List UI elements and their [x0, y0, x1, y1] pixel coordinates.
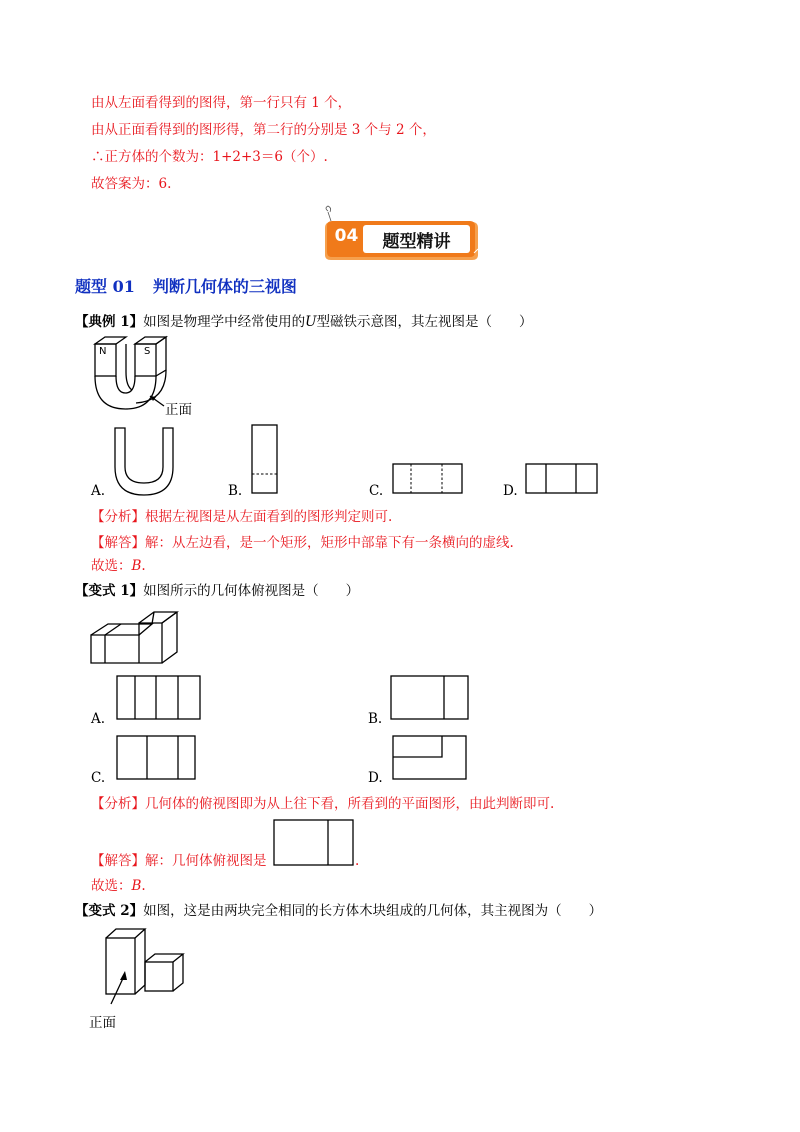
ex1-answer — [91, 534, 514, 552]
var1-question — [75, 582, 359, 600]
ex1-analysis-text: 根据左视图是从左面看到的图形判定则可. — [145, 509, 393, 525]
ex1-front-label: 正面 — [165, 402, 192, 418]
var1-option-c-figure — [116, 735, 198, 781]
var2-front-label: 正面 — [89, 1015, 116, 1031]
section-badge — [322, 205, 480, 261]
var1-question-text: 如图所示的几何体俯视图是（ ） — [143, 583, 360, 599]
badge-number: 04 — [334, 226, 359, 246]
var1-choice-letter: B — [131, 878, 142, 894]
ex1-option-d-label: D. — [503, 483, 518, 499]
var1-analysis-tag: 【分析】 — [91, 796, 145, 812]
var1-choice-end: . — [141, 878, 146, 894]
var1-tag: 【变式 1】 — [75, 583, 144, 599]
solution-line-3: ∴正方体的个数为：1+2+3＝6（个）. — [91, 149, 328, 165]
var1-answer-figure — [273, 819, 355, 867]
var1-analysis-text: 几何体的俯视图即为从上往下看，所看到的平面图形，由此判断即可. — [145, 796, 555, 812]
var1-choice — [91, 877, 146, 895]
var1-answer — [91, 852, 267, 870]
ex1-question — [75, 313, 532, 331]
var1-choice-prefix: 故选： — [91, 878, 132, 894]
var1-option-d-figure — [392, 735, 468, 781]
ex1-choice — [91, 557, 146, 575]
var1-solid-figure — [90, 608, 182, 666]
var1-analysis — [91, 795, 554, 813]
var1-option-a-figure — [116, 675, 202, 721]
type-heading — [75, 277, 297, 297]
type-heading-title: 判断几何体的三视图 — [152, 277, 297, 296]
var1-answer-end: . — [355, 853, 360, 869]
option-d-figure — [525, 463, 599, 495]
var2-tag: 【变式 2】 — [75, 903, 144, 919]
var1-answer-tag: 【解答】 — [91, 853, 145, 869]
ex1-analysis — [91, 508, 392, 526]
magnet-n-label: N — [99, 346, 107, 357]
ex1-choice-prefix: 故选： — [91, 558, 132, 574]
ex1-choice-end: . — [141, 558, 146, 574]
var1-option-b-figure — [390, 675, 470, 721]
var1-option-d-label: D. — [368, 770, 383, 786]
var1-option-a-label: A. — [91, 711, 106, 727]
option-c-figure — [392, 463, 464, 495]
ex1-question-text: 如图是物理学中经常使用的 — [143, 314, 306, 330]
var1-option-c-label: C. — [91, 770, 106, 786]
ex1-choice-letter: B — [131, 558, 142, 574]
ex1-option-b-label: B. — [228, 483, 243, 499]
var2-question — [75, 902, 602, 920]
ex1-analysis-tag: 【分析】 — [91, 509, 145, 525]
solution-line-1: 由从左面看得到的图得，第一行只有 1 个， — [91, 95, 352, 111]
ex1-option-c-label: C. — [369, 483, 384, 499]
type-heading-code: 题型 01 — [75, 277, 135, 296]
option-b-figure — [251, 424, 279, 494]
var2-solid-figure — [103, 926, 187, 996]
ex1-letter: U — [305, 314, 317, 330]
var1-answer-text: 解：几何体俯视图是 — [145, 853, 267, 869]
ex1-question-end: 型磁铁示意图，其左视图是（ ） — [316, 314, 533, 330]
var2-question-text: 如图，这是由两块完全相同的长方体木块组成的几何体，其主视图为（ ） — [143, 903, 603, 919]
solution-line-2: 由从正面看得到的图形得，第二行的分别是 3 个与 2 个， — [91, 122, 436, 138]
solution-line-4: 故答案为：6. — [91, 176, 172, 192]
magnet-s-label: S — [144, 346, 151, 357]
badge-title: 题型精讲 — [382, 232, 451, 252]
ex1-option-a-label: A. — [91, 483, 106, 499]
ex1-tag: 【典例 1】 — [75, 314, 144, 330]
var1-option-b-label: B. — [368, 711, 383, 727]
option-a-figure — [114, 427, 176, 497]
ex1-answer-text: 解：从左边看，是一个矩形，矩形中部靠下有一条横向的虚线. — [145, 535, 514, 551]
ex1-answer-tag: 【解答】 — [91, 535, 145, 551]
